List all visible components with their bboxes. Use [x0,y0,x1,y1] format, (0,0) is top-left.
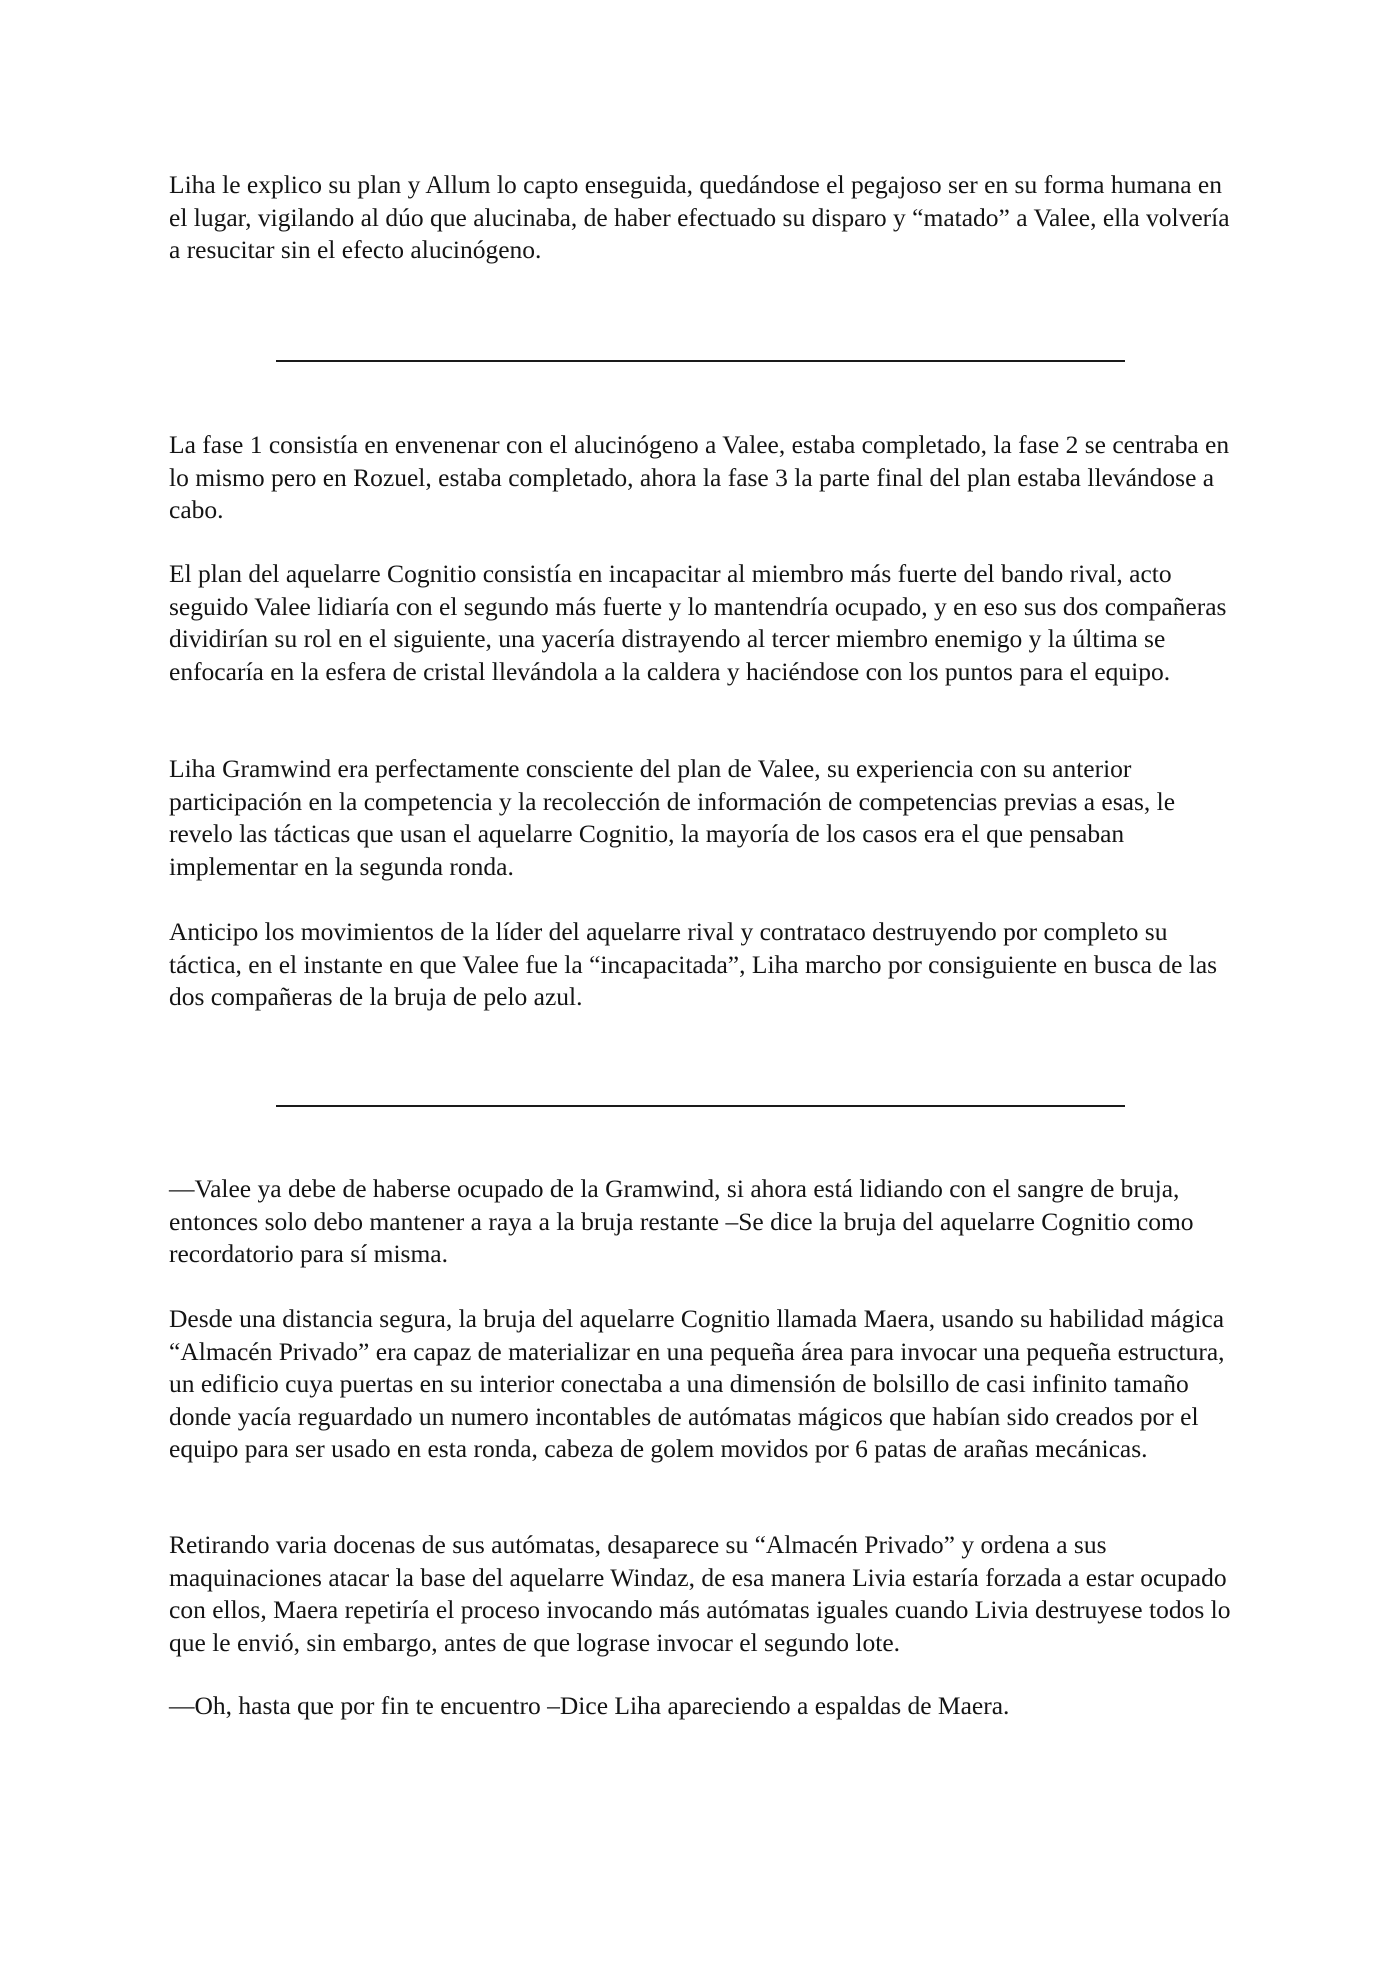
paragraph: Liha le explico su plan y Allum lo capto enseguida, quedándose el pegajoso ser en su forma humana en el lugar, vigilando al dúo que alucinaba, de haber efectuado su disparo y “matado” a Valee, ella volvería a resucitar sin el efecto alucinógeno. [169,170,1230,265]
scene-divider [276,1105,1125,1107]
scene-divider [276,360,1125,362]
paragraph: Retirando varia docenas de sus autómatas, desaparece su “Almacén Privado” y ordena a sus maquinaciones atacar la base del aquelarre Windaz, de esa manera Livia estaría forzada a estar ocupado con ellos, Maera repetiría el proceso invocando más autómatas iguales cuando Livia destruyese todos lo que le envió, sin embargo, antes de que lograse invocar el segundo lote. [169,1530,1231,1657]
paragraph: La fase 1 consistía en envenenar con el alucinógeno a Valee, estaba completado, la fase 2 se centraba en lo mismo pero en Rozuel, estaba completado, ahora la fase 3 la parte final del plan estaba llevándose a cabo. [169,430,1230,525]
paragraph: Anticipo los movimientos de la líder del aquelarre rival y contrataco destruyendo por completo su táctica, en el instante en que Valee fue la “incapacitada”, Liha marcho por consiguiente en busca de las dos compañeras de la bruja de pelo azul. [169,917,1218,1012]
dialogue-paragraph: —Oh, hasta que por fin te encuentro –Dice Liha apareciendo a espaldas de Maera. [169,1691,1010,1720]
dialogue-paragraph: —Valee ya debe de haberse ocupado de la Gramwind, si ahora está lidiando con el sangre de bruja, entonces solo debo mantener a raya a la bruja restante –Se dice la bruja del aquelarre Cognitio como recordatorio para sí misma. [169,1174,1194,1269]
paragraph: Desde una distancia segura, la bruja del aquelarre Cognitio llamada Maera, usando su habilidad mágica “Almacén Privado” era capaz de materializar en una pequeña área para invocar una pequeña estructura, un edificio cuya puertas en su interior conectaba a una dimensión de bolsillo de casi infinito tamaño donde yacía reguardado un numero incontables de autómatas mágicos que habían sido creados por el equipo para ser usado en esta ronda, cabeza de golem movidos por 6 patas de arañas mecánicas. [169,1304,1225,1464]
paragraph: Liha Gramwind era perfectamente consciente del plan de Valee, su experiencia con su anterior participación en la competencia y la recolección de información de competencias previas a esas, le revelo las tácticas que usan el aquelarre Cognitio, la mayoría de los casos era el que pensaban implementar en la segunda ronda. [169,754,1176,881]
paragraph: El plan del aquelarre Cognitio consistía en incapacitar al miembro más fuerte del bando rival, acto seguido Valee lidiaría con el segundo más fuerte y lo mantendría ocupado, y en eso sus dos compañeras dividirían su rol en el siguiente, una yacería distrayendo al tercer miembro enemigo y la última se enfocaría en la esfera de cristal llevándola a la caldera y haciéndose con los puntos para el equipo. [169,559,1227,686]
